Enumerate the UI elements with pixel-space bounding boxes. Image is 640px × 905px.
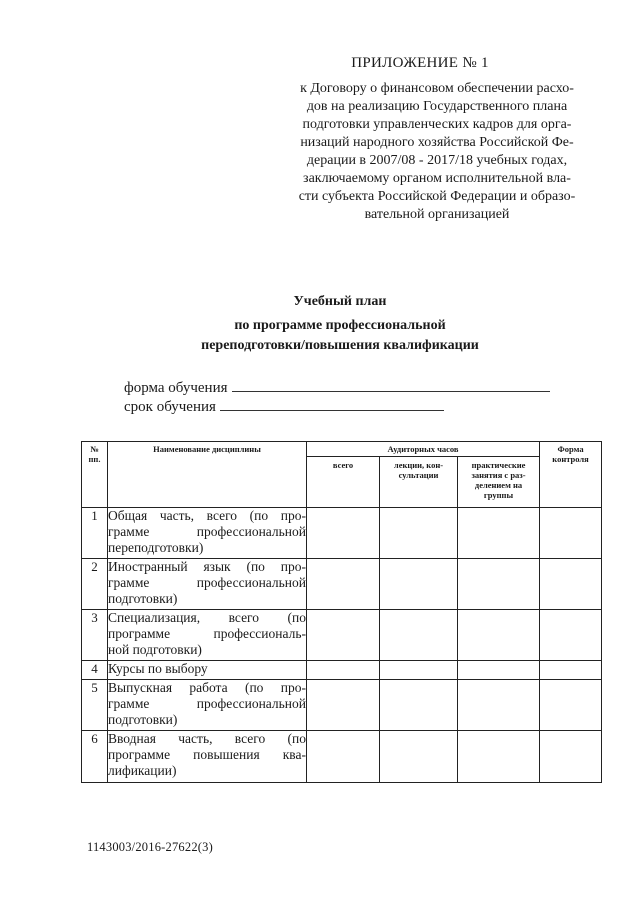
appendix-line: сти субъекта Российской Федерации и образо-	[298, 189, 576, 204]
appendix-line: низаций народного хозяйства Российской Фе-	[300, 135, 574, 150]
cell-practical[interactable]	[458, 610, 540, 661]
cell-practical[interactable]	[458, 559, 540, 610]
header-control: Форма контроля	[540, 442, 602, 508]
row-discipline: Курсы по выбору	[108, 661, 307, 680]
appendix-title: ПРИЛОЖЕНИЕ № 1	[351, 55, 489, 71]
header-hours: Аудиторных часов	[307, 442, 540, 457]
row-num: 2	[82, 559, 108, 610]
term-of-study-blank[interactable]	[220, 396, 444, 411]
table-row	[82, 680, 602, 731]
cell-total[interactable]	[307, 508, 380, 559]
form-of-study-label: форма обучения	[124, 380, 228, 396]
cell-lectures[interactable]	[380, 610, 458, 661]
row-num: 3	[82, 610, 108, 661]
cell-control[interactable]	[540, 508, 602, 559]
term-of-study-row	[124, 396, 444, 416]
cell-practical[interactable]	[458, 661, 540, 680]
cell-practical[interactable]	[458, 731, 540, 783]
plan-subtitle-line: переподготовки/повышения квалификации	[201, 338, 479, 353]
row-discipline: Выпускная работа (по про- грамме профессиональной подготовки)	[108, 680, 307, 731]
cell-control[interactable]	[540, 559, 602, 610]
cell-control[interactable]	[540, 610, 602, 661]
appendix-text	[284, 80, 590, 224]
appendix-line: к Договору о финансовом обеспечении расхо-	[300, 81, 574, 96]
cell-lectures[interactable]	[380, 731, 458, 783]
appendix-line: подготовки управленческих кадров для орга-	[302, 117, 572, 132]
header-lectures: лекции, кон- сультации	[380, 457, 458, 508]
plan-title-block	[140, 292, 540, 356]
cell-lectures[interactable]	[380, 661, 458, 680]
table-row	[82, 559, 602, 610]
document-id: 1143003/2016-27622(3)	[87, 840, 213, 854]
row-discipline: Иностранный язык (по про- грамме профессиональной подготовки)	[108, 559, 307, 610]
appendix-line: вательной организацией	[364, 207, 510, 222]
table-row	[82, 731, 602, 783]
cell-practical[interactable]	[458, 508, 540, 559]
plan-subtitle-line: по программе профессиональной	[234, 318, 446, 333]
row-num: 5	[82, 680, 108, 731]
term-of-study-label: срок обучения	[124, 399, 216, 415]
row-num: 4	[82, 661, 108, 680]
row-discipline: Специализация, всего (по программе профессиональ- ной подготовки)	[108, 610, 307, 661]
header-discipline: Наименование дисциплины	[108, 442, 307, 508]
header-practical: практические занятия с раз- делением на группы	[458, 457, 540, 508]
header-num: № пп.	[82, 442, 108, 508]
cell-total[interactable]	[307, 610, 380, 661]
cell-control[interactable]	[540, 680, 602, 731]
plan-title: Учебный план	[293, 294, 387, 309]
header-total: всего	[307, 457, 380, 508]
appendix-line: заключаемому органом исполнительной вла-	[303, 171, 571, 186]
form-of-study-blank[interactable]	[232, 377, 550, 392]
row-discipline: Общая часть, всего (по про- грамме профессиональной переподготовки)	[108, 508, 307, 559]
curriculum-table	[81, 441, 602, 783]
cell-lectures[interactable]	[380, 680, 458, 731]
appendix-line: дов на реализацию Государственного плана	[306, 99, 568, 114]
appendix-line: дерации в 2007/08 - 2017/18 учебных годах,	[306, 153, 568, 168]
cell-control[interactable]	[540, 731, 602, 783]
row-num: 6	[82, 731, 108, 783]
row-num: 1	[82, 508, 108, 559]
cell-total[interactable]	[307, 731, 380, 783]
cell-control[interactable]	[540, 661, 602, 680]
table-row	[82, 508, 602, 559]
cell-total[interactable]	[307, 661, 380, 680]
form-of-study-row	[124, 377, 550, 397]
cell-total[interactable]	[307, 559, 380, 610]
cell-lectures[interactable]	[380, 508, 458, 559]
cell-practical[interactable]	[458, 680, 540, 731]
cell-total[interactable]	[307, 680, 380, 731]
cell-lectures[interactable]	[380, 559, 458, 610]
row-discipline: Вводная часть, всего (по программе повышения ква- лификации)	[108, 731, 307, 783]
table-row	[82, 661, 602, 680]
table-row	[82, 610, 602, 661]
